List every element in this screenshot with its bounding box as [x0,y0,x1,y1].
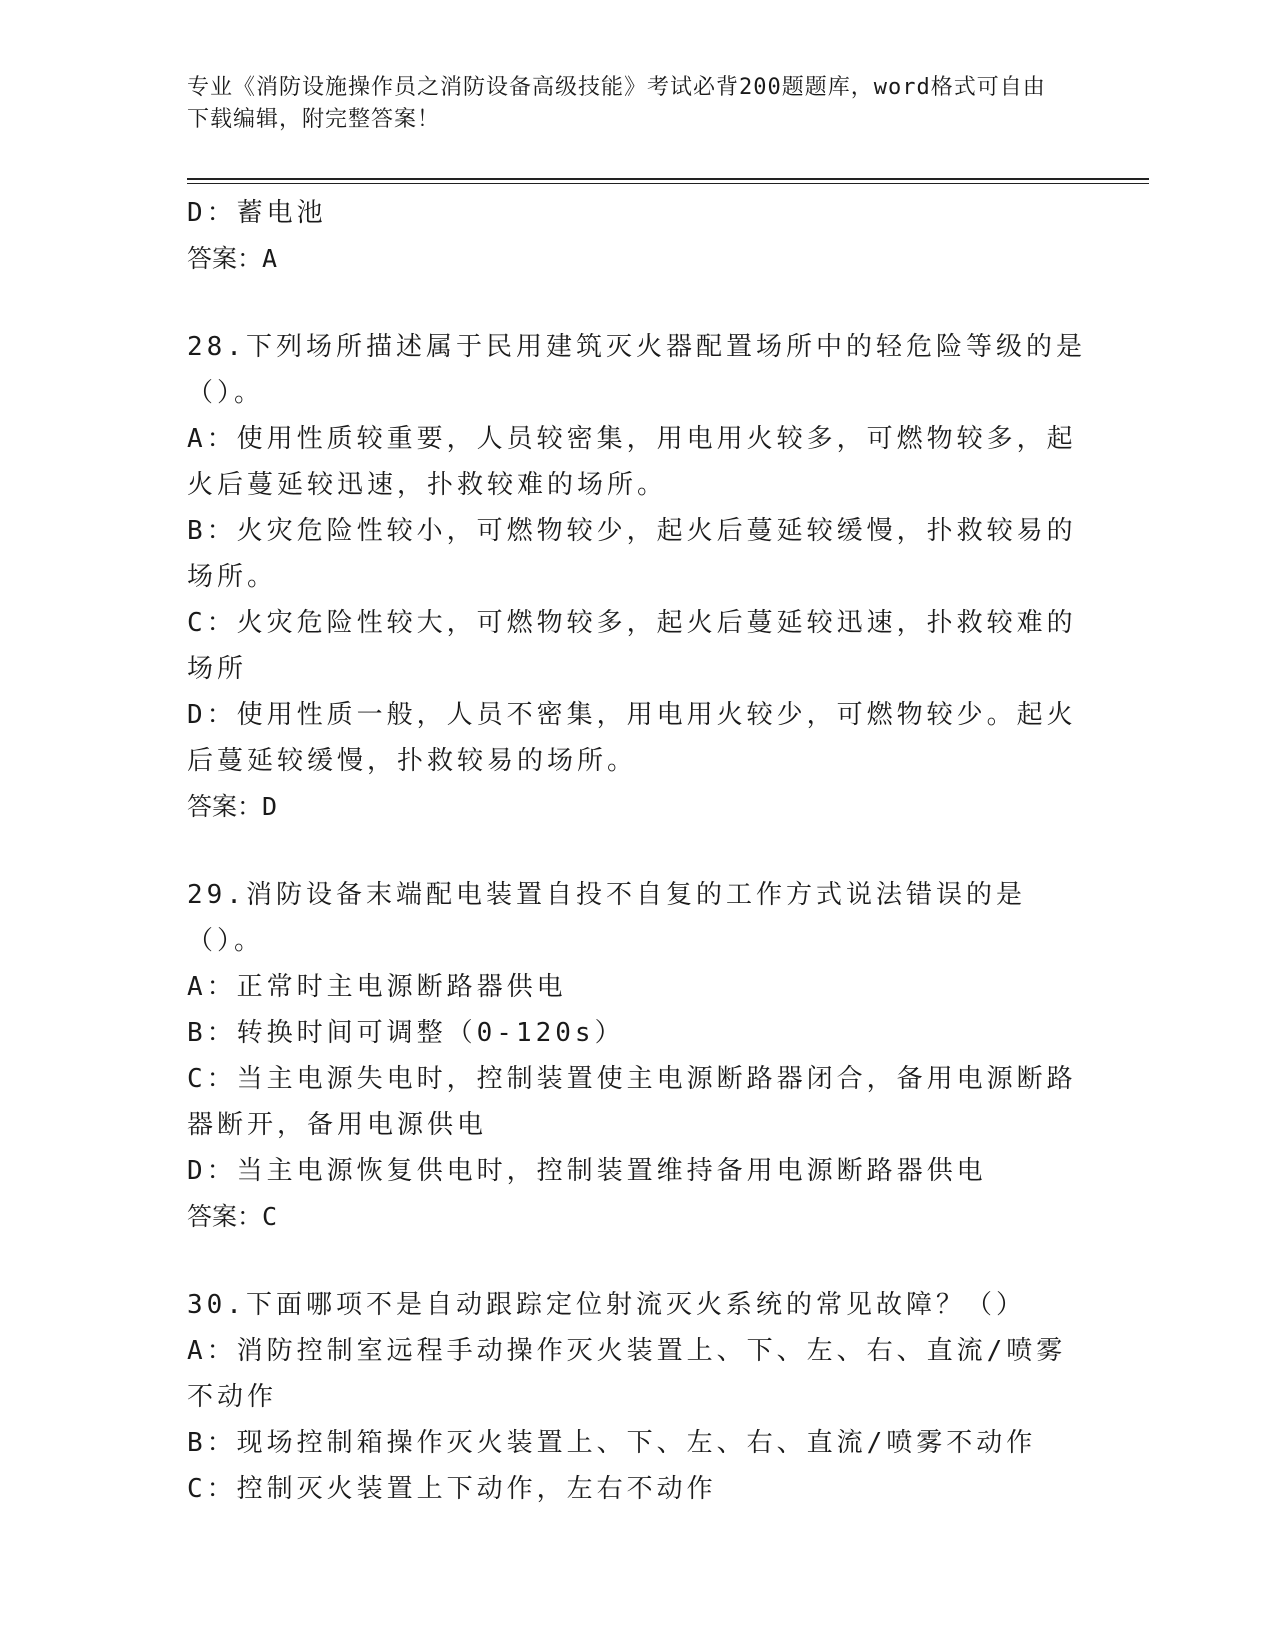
question-28 [187,324,1087,830]
option-a: A：消防控制室远程手动操作灭火装置上、下、左、右、直流/喷雾不动作 [187,1336,1067,1412]
option-c: C：火灾危险性较大，可燃物较多，起火后蔓延较迅速，扑救较难的场所 [187,608,1077,684]
page-header: 专业《消防设施操作员之消防设备高级技能》考试必背200题题库，word格式可自由下载编辑，附完整答案！ [187,75,1046,132]
option-a: A：使用性质较重要，人员较密集，用电用火较多，可燃物较多，起火后蔓延较迅速，扑救较难的场所。 [187,424,1077,500]
question-29 [187,872,1087,1240]
option-d: D：使用性质一般，人员不密集，用电用火较少，可燃物较少。起火后蔓延较缓慢，扑救较易的场所。 [187,700,1077,776]
option-b: B：转换时间可调整（0-120s） [187,1018,625,1048]
answer [187,1194,1087,1240]
question-text: 29.消防设备末端配电装置自投不自复的工作方式说法错误的是（）。 [187,880,1026,956]
answer [187,236,1087,282]
option-b: B：现场控制箱操作灭火装置上、下、左、右、直流/喷雾不动作 [187,1428,1037,1458]
option-c: C：当主电源失电时，控制装置使主电源断路器闭合，备用电源断路器断开，备用电源供电 [187,1064,1077,1140]
answer-value: A [262,244,278,273]
question-30 [187,1282,1087,1512]
option-d: D：蓄电池 [187,198,327,228]
answer-label: 答案： [187,244,263,273]
option-a: A：正常时主电源断路器供电 [187,972,567,1002]
option-b: B：火灾危险性较小，可燃物较少，起火后蔓延较缓慢，扑救较易的场所。 [187,516,1077,592]
question-text: 28.下列场所描述属于民用建筑灭火器配置场所中的轻危险等级的是（）。 [187,332,1086,408]
header-divider [187,178,1149,180]
answer-label: 答案： [187,1202,263,1231]
answer-value: D [262,792,278,821]
answer-label: 答案： [187,792,263,821]
answer [187,784,1087,830]
header-divider-thin [187,183,1149,184]
option-c: C：控制灭火装置上下动作，左右不动作 [187,1474,717,1504]
answer-value: C [262,1202,278,1231]
document-body [187,190,1087,1512]
option-d: D：当主电源恢复供电时，控制装置维持备用电源断路器供电 [187,1156,987,1186]
question-text: 30.下面哪项不是自动跟踪定位射流灭火系统的常见故障？（） [187,1290,1026,1320]
